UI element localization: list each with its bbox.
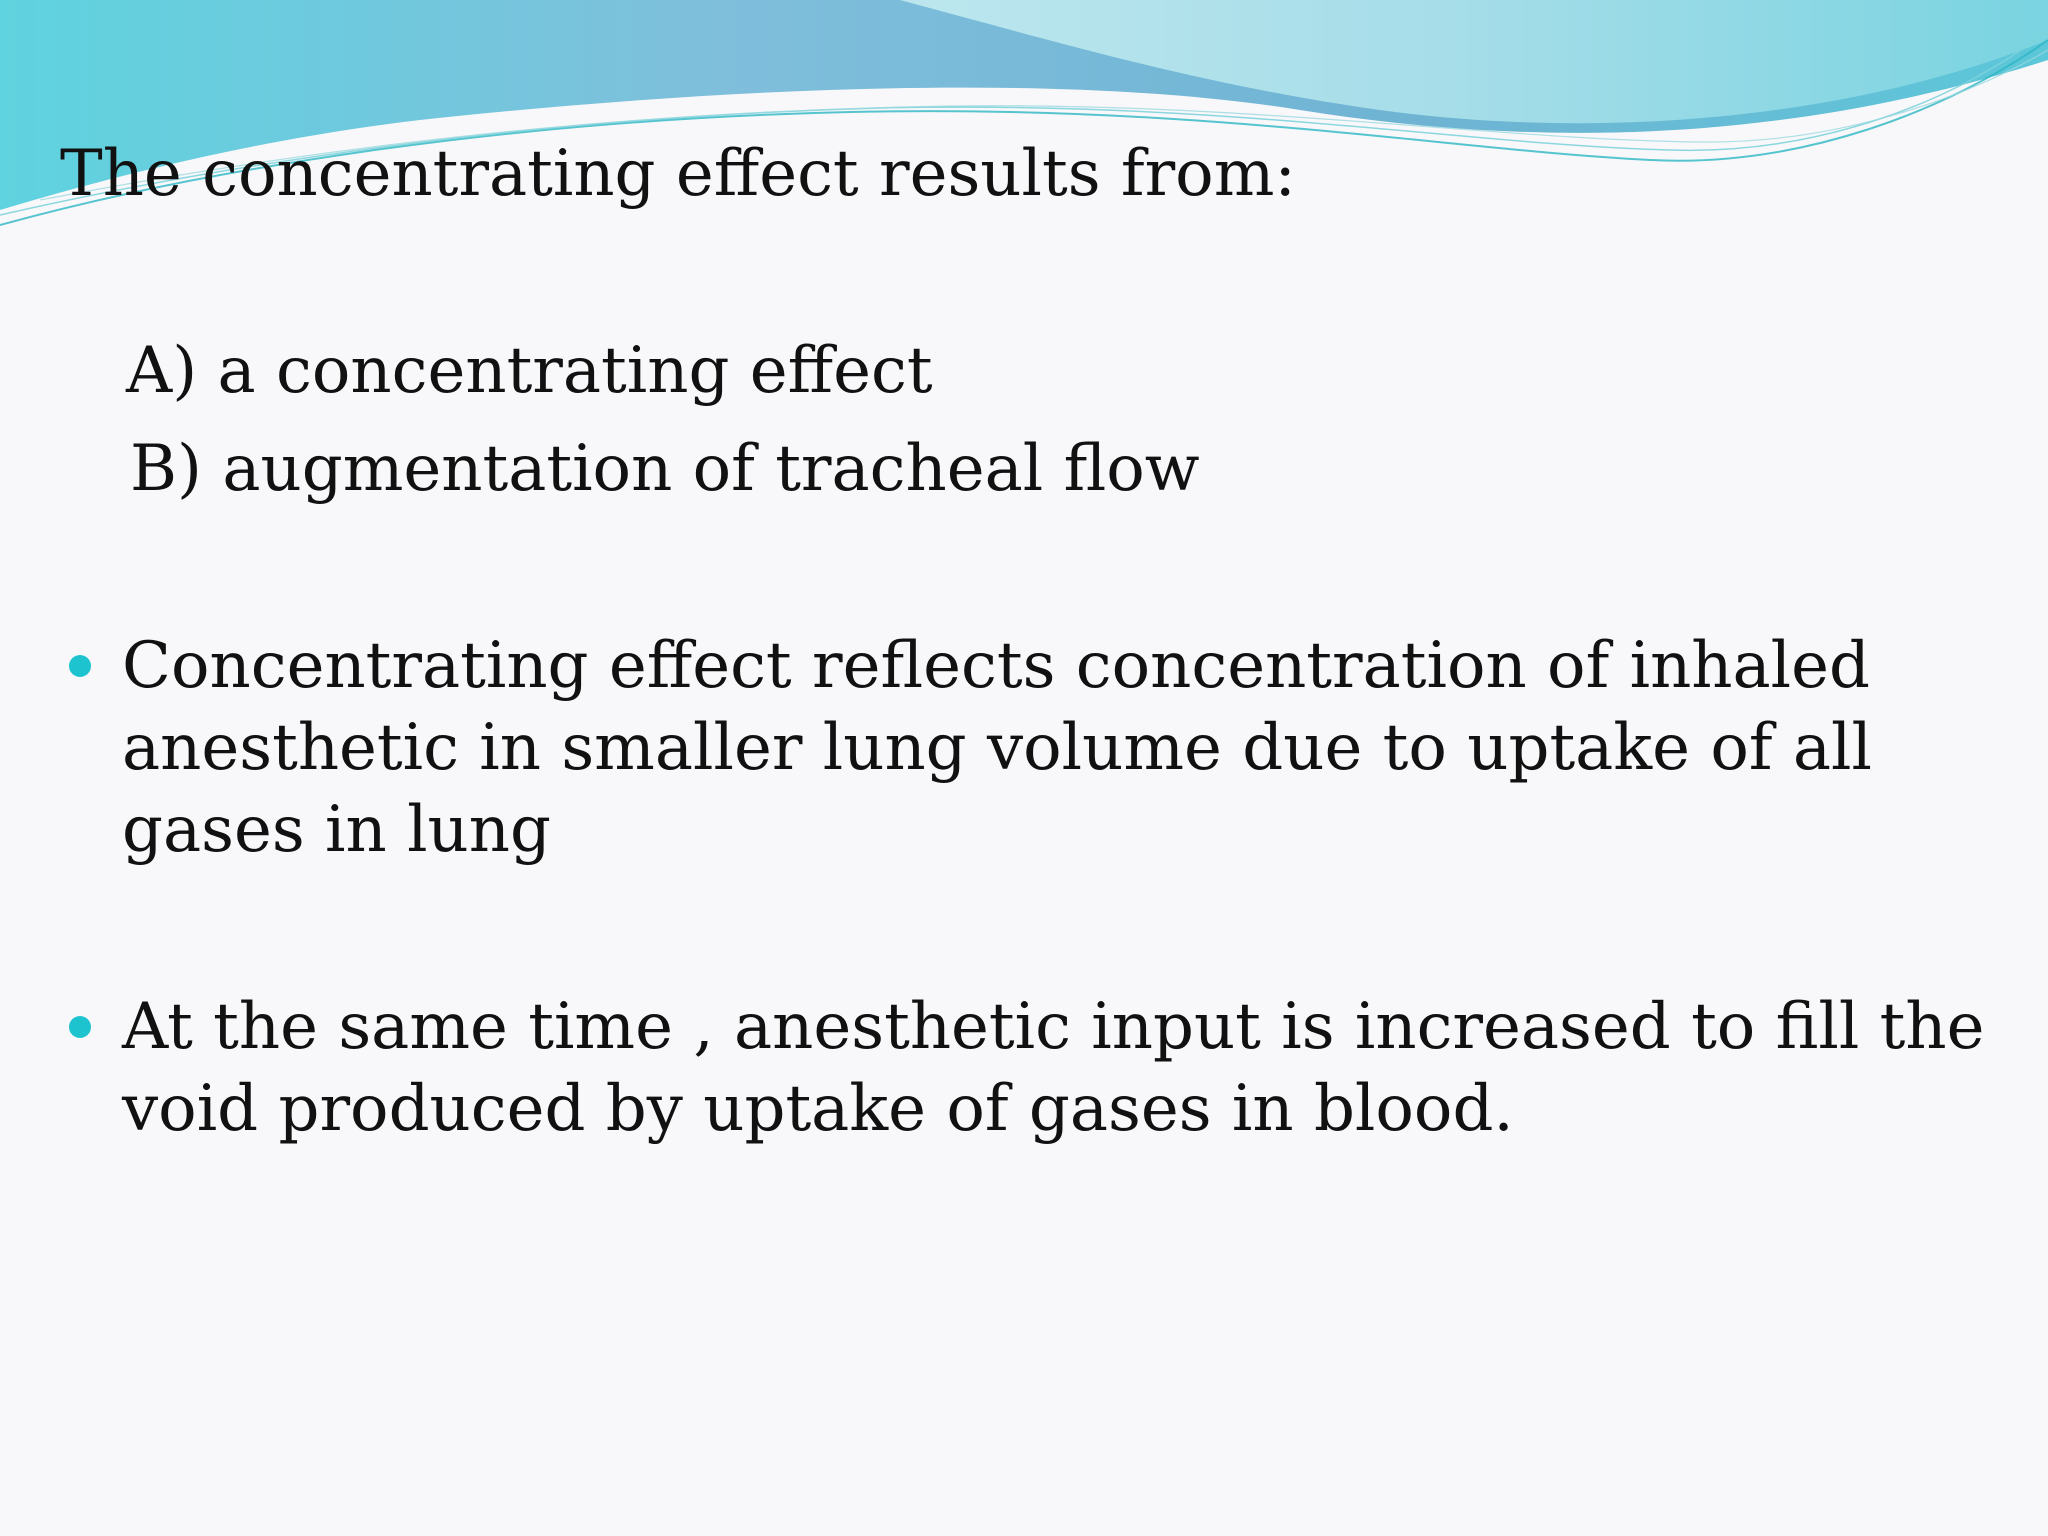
- bullet-concentrating-effect: Concentrating effect reflects concentration of inhaled anesthetic in smaller lung volume due to uptake of all gases in lung: [122, 629, 1872, 867]
- sub-item-a: A) a concentrating effect: [126, 334, 933, 408]
- header-wave-decoration: [0, 0, 2048, 260]
- bullet-dot-icon: [69, 1016, 91, 1038]
- slide-heading: The concentrating effect results from:: [60, 137, 1296, 211]
- bullet-dot-icon: [69, 655, 91, 677]
- bullet-anesthetic-input: At the same time , anesthetic input is increased to fill the void produced by uptake of gases in blood.: [122, 990, 1985, 1146]
- sub-item-b: B) augmentation of tracheal flow: [130, 432, 1200, 506]
